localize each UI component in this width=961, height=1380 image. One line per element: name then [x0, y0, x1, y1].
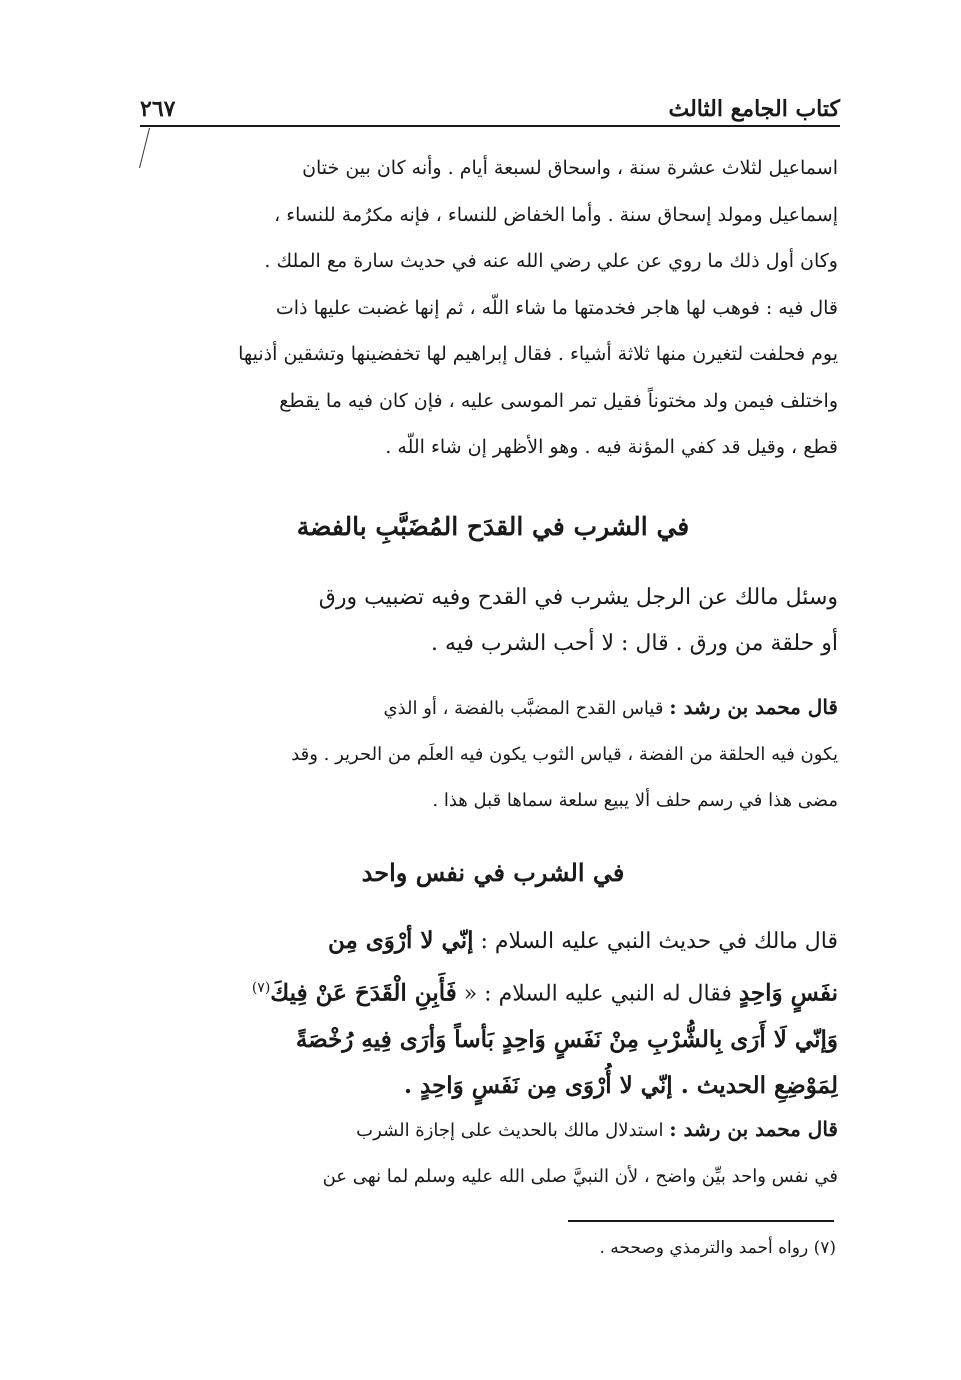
narration-text: قال مالك في حديث النبي عليه السلام : — [480, 929, 838, 954]
text-line: إسماعيل ومولد إسحاق سنة . وأما الخفاض للنساء ، فإنه مكرُمة للنساء ، — [274, 203, 838, 226]
hadith-text: إنّي لا أرْوَى مِن — [327, 927, 474, 954]
text-line: يوم فحلفت لتغيرن منها ثلاثة أشياء . فقال إبراهيم لها تخفضينها وتشقين أذنيها — [238, 343, 838, 365]
text-line — [148, 918, 838, 965]
text-line: يكون فيه الحلقة من الفضة ، قياس الثوب يكون فيه العلَم من الحرير . وقد — [291, 744, 838, 765]
text-line: في نفس واحد بيِّن واضح ، لأن النبيَّ صلى الله عليه وسلم لما نهى عن — [322, 1166, 838, 1187]
text-line — [148, 965, 838, 1017]
hadith-one-breath — [148, 918, 838, 1109]
commentary-text: قياس القدح المضبَّب بالفضة ، أو الذي — [383, 698, 664, 719]
hadith-text: نفَسٍ وَاحِدٍ — [738, 979, 838, 1007]
text-line: واختلف فيمن ولد مختوناً فقيل تمر الموسى عليه ، فإن كان فيه ما يقطع — [279, 389, 838, 412]
commentary-one-breath — [148, 1106, 838, 1200]
footnote: (٧) رواه أحمد والترمذي وصححه . — [599, 1238, 836, 1258]
text-line: وسئل مالك عن الرجل يشرب في القدح وفيه تضبيب ورق — [318, 585, 838, 610]
hadith-text: فَأَبِنِ الْقَدَحَ عَنْ فِيكَ — [270, 979, 457, 1007]
footnote-ref: (٧) — [251, 980, 271, 996]
text-line: اسماعيل لثلاث عشرة سنة ، واسحاق لسبعة أيام . وأنه كان بين ختان — [302, 157, 838, 179]
question-silver-cup — [148, 575, 838, 667]
text-line: مضى هذا في رسم حلف ألا يبيع سلعة سماها قبل هذا . — [432, 790, 838, 811]
text-line: قال فيه : فوهب لها هاجر فخدمتها ما شاء اللّه ، ثم إنها غضبت عليها ذات — [275, 296, 838, 319]
section-heading-one-breath: في الشرب في نفس واحد — [361, 858, 625, 887]
text-line: قطع ، وقيل قد كفي المؤنة فيه . وهو الأظهر إن شاء اللّه . — [385, 436, 838, 458]
section-heading-silver-cup: في الشرب في القدَح المُضَبَّبِ بالفضة — [296, 512, 690, 541]
page-number: ٢٦٧ — [140, 96, 176, 122]
header-rule — [140, 125, 840, 127]
text-line: أو حلقة من ورق . قال : لا أحب الشرب فيه . — [430, 631, 838, 656]
book-title: كتاب الجامع الثالث — [668, 96, 840, 122]
commentary-lead: قال محمد بن رشد : — [669, 1117, 838, 1141]
text-line — [148, 1106, 838, 1154]
commentary-text: استدلال مالك بالحديث على إجازة الشرب — [356, 1120, 664, 1141]
commentary-lead: قال محمد بن رشد : — [669, 695, 838, 719]
text-line: وكان أول ذلك ما روي عن علي رضي الله عنه في حديث سارة مع الملك . — [264, 250, 838, 272]
narration-text: فقال له النبي عليه السلام : « — [463, 981, 732, 1007]
paragraph-circumcision — [148, 145, 838, 471]
text-line: وَإنّي لَا أَرَى بِالشُّرْبِ مِنْ نَفَسٍ وَاحِدٍ بَأساً وَأرَى فِيهِ رُخْصَةً — [295, 1026, 838, 1054]
commentary-silver-cup — [148, 684, 838, 824]
text-line: لِمَوْضِعِ الحديث . إنّي لا أُرْوَى مِن نَفَسٍ وَاحِدٍ . — [403, 1072, 838, 1100]
footnote-rule — [568, 1220, 834, 1222]
margin-pen-mark — [129, 128, 150, 168]
text-line — [148, 684, 838, 732]
running-header — [140, 78, 840, 122]
